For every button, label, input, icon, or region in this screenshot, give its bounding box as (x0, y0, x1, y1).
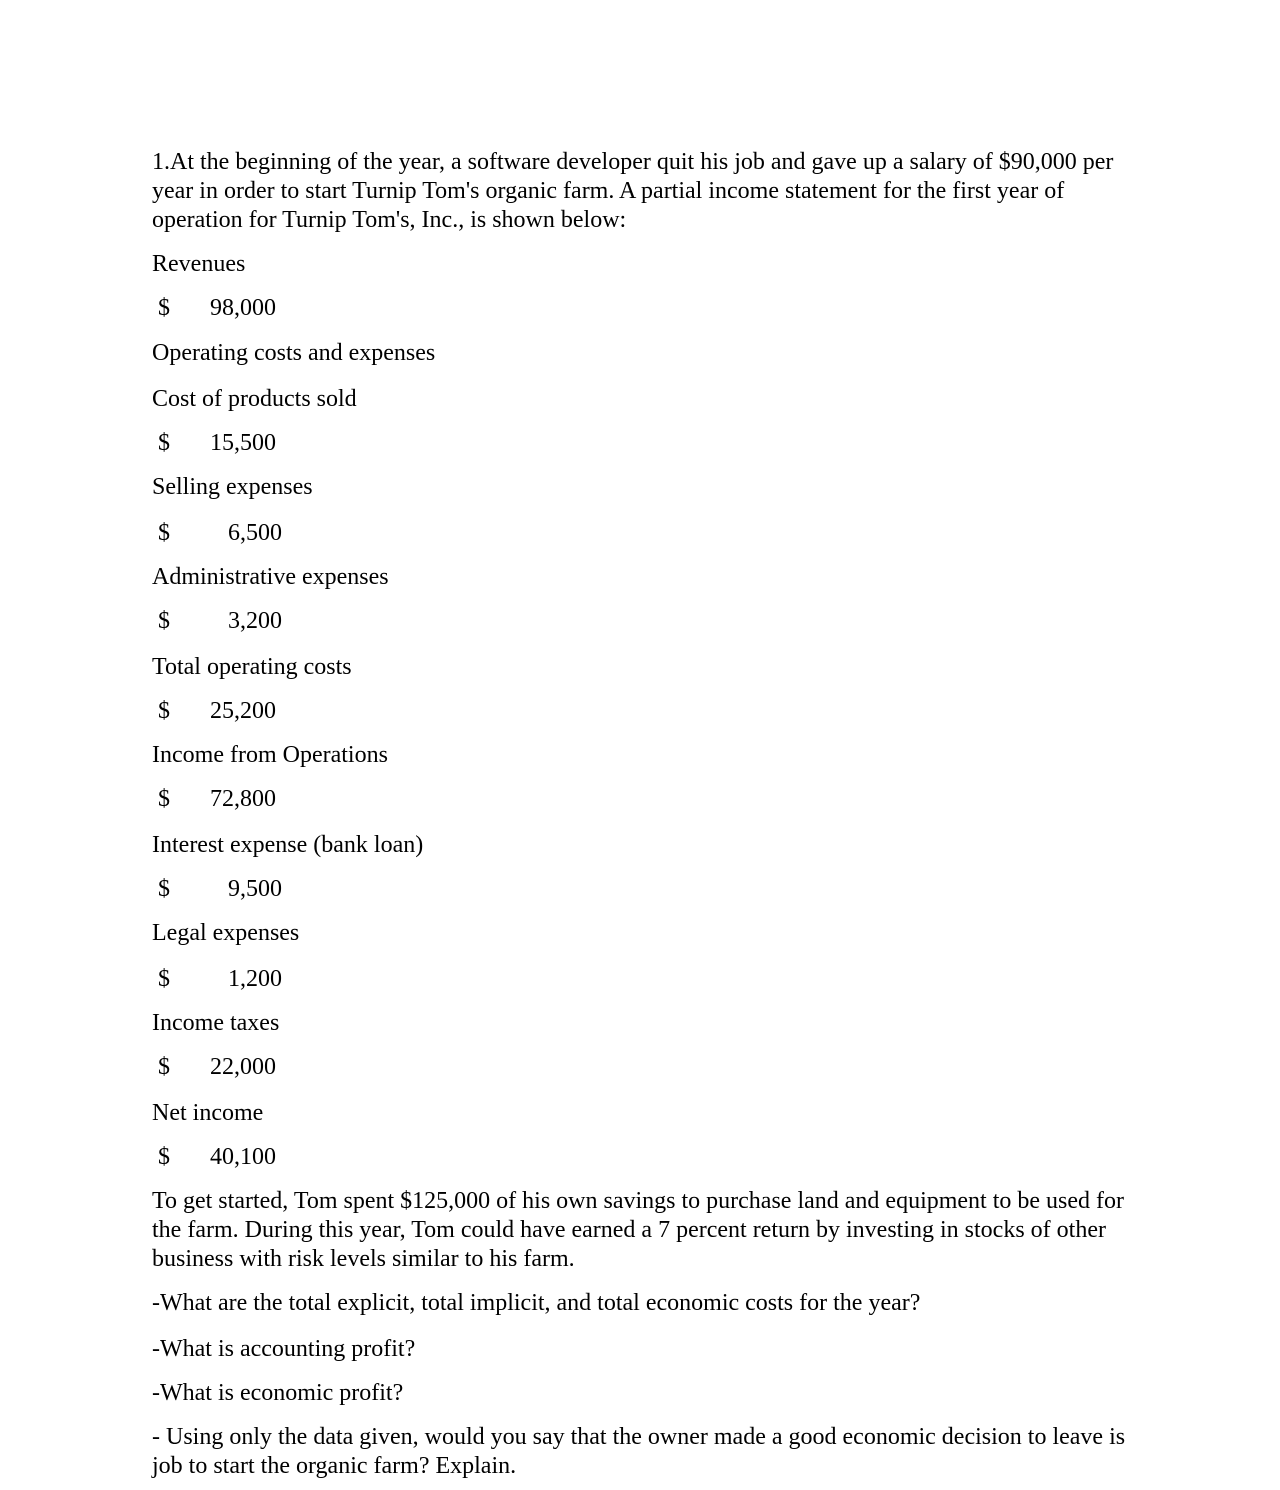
cost-of-products-sold-amount (152, 429, 1132, 458)
cost-of-products-sold-label: Cost of products sold (152, 386, 357, 412)
currency-symbol: $ (158, 698, 170, 724)
legal-expenses-value: 1,200 (228, 966, 282, 992)
income-from-operations-label: Income from Operations (152, 742, 388, 768)
income-taxes-label: Income taxes (152, 1010, 280, 1036)
interest-expense-label: Interest expense (bank loan) (152, 832, 424, 858)
total-operating-costs-label: Total operating costs (152, 654, 352, 680)
revenues-label: Revenues (152, 251, 246, 277)
context-paragraph: To get started, Tom spent $125,000 of his own savings to purchase land and equipment to be used for the farm. During this year, Tom could have earned a 7 percent return by investing in stocks of other business with risk levels similar to his farm. (152, 1188, 1125, 1272)
currency-symbol: $ (158, 430, 170, 456)
interest-expense-amount (152, 875, 1132, 904)
interest-expense-value: 9,500 (228, 876, 282, 902)
administrative-expenses-label: Administrative expenses (152, 564, 389, 590)
question-accounting-profit: -What is accounting profit? (152, 1336, 416, 1362)
legal-expenses-amount (152, 965, 1132, 994)
currency-symbol: $ (158, 520, 170, 546)
revenues-amount (152, 294, 1132, 323)
net-income-label: Net income (152, 1100, 264, 1126)
currency-symbol: $ (158, 786, 170, 812)
income-taxes-amount (152, 1053, 1132, 1082)
selling-expenses-amount (152, 519, 1132, 548)
currency-symbol: $ (158, 608, 170, 634)
revenues-value: 98,000 (210, 295, 276, 321)
total-operating-costs-value: 25,200 (210, 698, 276, 724)
currency-symbol: $ (158, 1054, 170, 1080)
income-from-operations-amount (152, 785, 1132, 814)
total-operating-costs-amount (152, 697, 1132, 726)
currency-symbol: $ (158, 966, 170, 992)
cost-of-products-sold-value: 15,500 (210, 430, 276, 456)
selling-expenses-label: Selling expenses (152, 474, 313, 500)
question-decision: - Using only the data given, would you say that the owner made a good economic decision to leave is job to start the organic farm? Explain. (152, 1424, 1126, 1479)
currency-symbol: $ (158, 295, 170, 321)
income-from-operations-value: 72,800 (210, 786, 276, 812)
administrative-expenses-value: 3,200 (228, 608, 282, 634)
legal-expenses-label: Legal expenses (152, 920, 300, 946)
administrative-expenses-amount (152, 607, 1132, 636)
question-costs: -What are the total explicit, total implicit, and total economic costs for the year? (152, 1290, 921, 1316)
net-income-value: 40,100 (210, 1144, 276, 1170)
net-income-amount (152, 1143, 1132, 1172)
selling-expenses-value: 6,500 (228, 520, 282, 546)
question-economic-profit: -What is economic profit? (152, 1380, 404, 1406)
income-taxes-value: 22,000 (210, 1054, 276, 1080)
intro-paragraph: 1.At the beginning of the year, a software developer quit his job and gave up a salary of $90,000 per year in order to start Turnip Tom's organic farm. A partial income statement for the first year of operation for Turnip Tom's, Inc., is shown below: (152, 149, 1114, 233)
operating-costs-header: Operating costs and expenses (152, 340, 436, 366)
document-page (152, 148, 1132, 1481)
currency-symbol: $ (158, 1144, 170, 1170)
currency-symbol: $ (158, 876, 170, 902)
